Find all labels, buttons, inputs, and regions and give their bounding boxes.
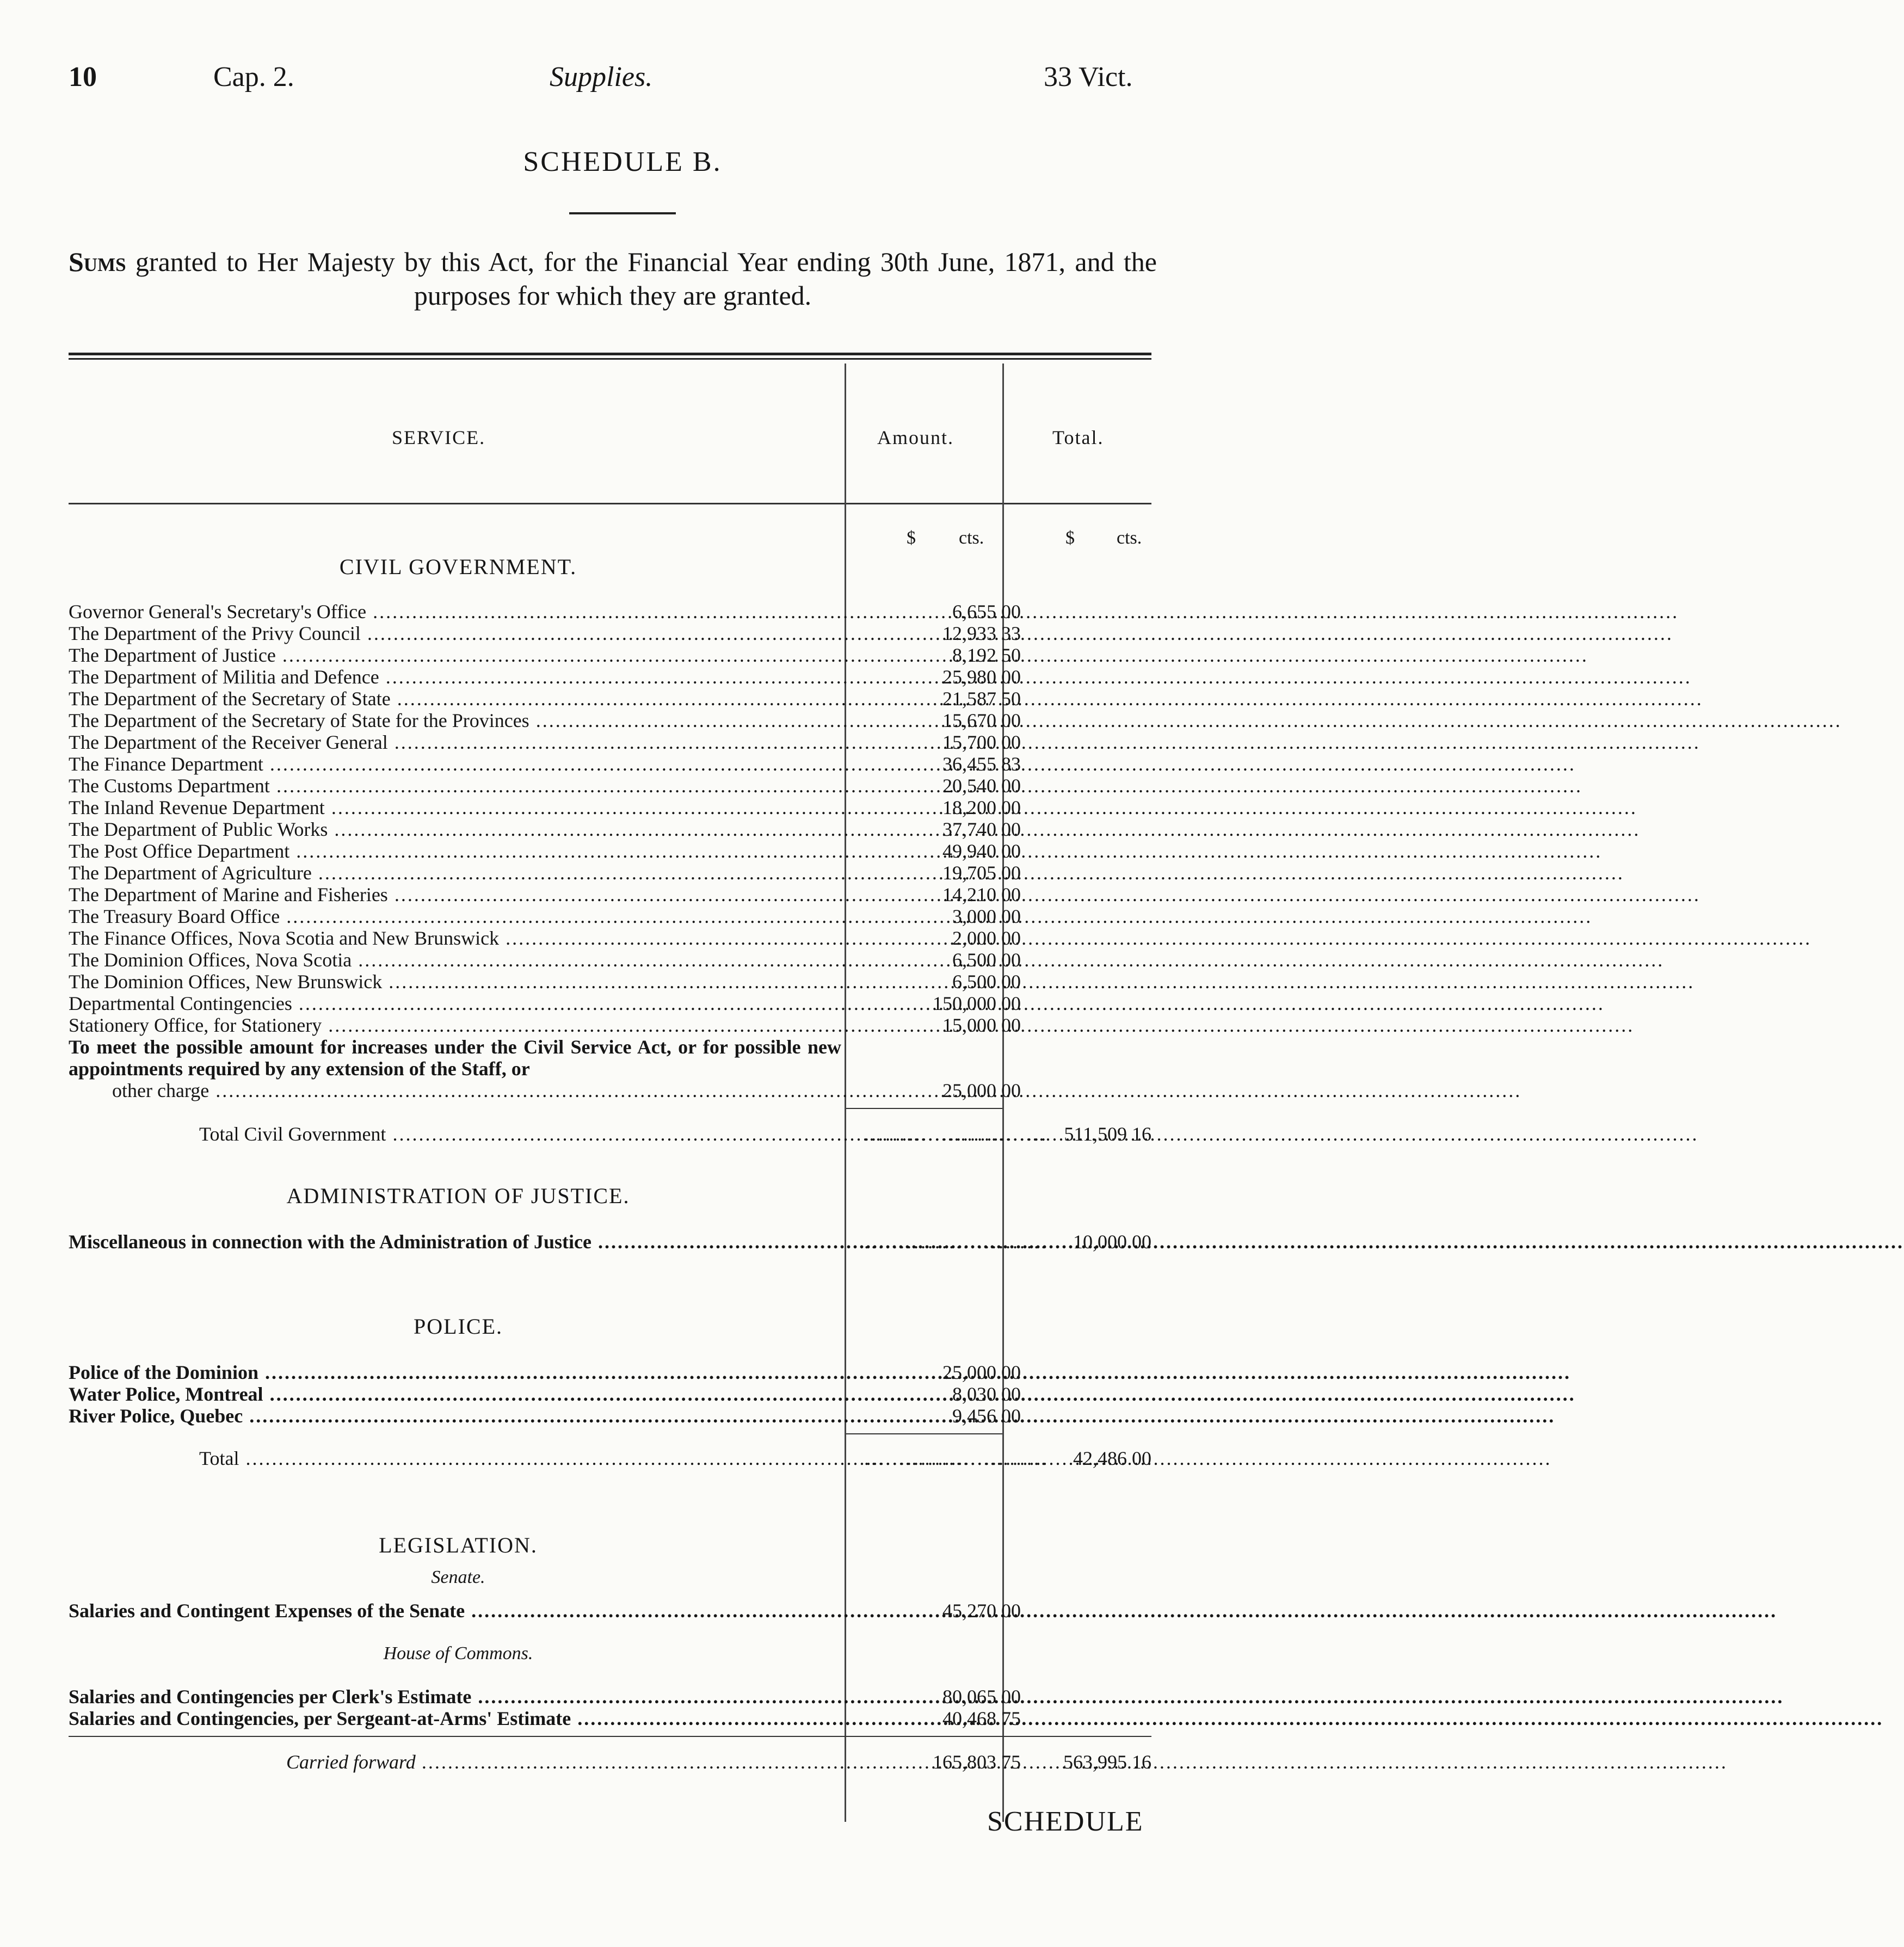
- row-label: other charge .....: [69, 1080, 885, 1101]
- table-row: [69, 710, 1151, 731]
- amount-cents-unit: cts.: [959, 528, 984, 548]
- table-row: [69, 949, 1151, 971]
- increase-provision-text: To meet the possible amount for increases under the Civil Service Act, or for possible new appointments required by any extension of the Staff, or: [69, 1036, 841, 1080]
- amount-column-header: Amount.: [877, 427, 954, 448]
- row-amount: 45,270 00: [942, 1600, 1021, 1622]
- table-row: [69, 862, 1151, 884]
- row-label: Salaries and Contingencies per Clerk's Estimate .....: [69, 1686, 841, 1708]
- intro-text: granted to Her Majesty by this Act, for the Financial Year ending 30th June, 1871, and the purposes for which they are granted.: [126, 247, 1157, 311]
- table-row: [69, 971, 1151, 993]
- row-amount: 6,500 00: [952, 949, 1021, 971]
- row-label: River Police, Quebec .....: [69, 1405, 841, 1427]
- table-row: [69, 1080, 1151, 1101]
- row-amount: 37,740 00: [942, 818, 1021, 840]
- row-label: The Department of the Privy Council .....: [69, 623, 841, 644]
- catchword: SCHEDULE: [987, 1806, 1144, 1837]
- senate-subheading: Senate.: [431, 1567, 485, 1587]
- row-label: The Department of Militia and Defence .....: [69, 666, 841, 688]
- table-row: [69, 840, 1151, 862]
- civil-government-heading: CIVIL GOVERNMENT.: [339, 554, 577, 579]
- table-row: [69, 623, 1151, 644]
- row-label: Departmental Contingencies .....: [69, 993, 841, 1014]
- row-amount: 15,700 00: [942, 731, 1021, 753]
- table-row: [69, 1361, 1151, 1383]
- row-label: The Inland Revenue Department .....: [69, 797, 841, 818]
- row-label: Miscellaneous in connection with the Administration of Justice .....: [69, 1231, 841, 1253]
- row-label: The Customs Department .....: [69, 775, 841, 797]
- row-amount: 36,455 83: [942, 753, 1021, 775]
- running-title: Supplies.: [550, 61, 653, 93]
- service-column-header: SERVICE.: [392, 427, 486, 448]
- chapter-label: Cap. 2.: [213, 61, 294, 93]
- table-row: [69, 753, 1151, 775]
- row-amount: 150,000 00: [933, 993, 1021, 1014]
- page-number: 10: [69, 61, 97, 93]
- row-label: The Department of the Secretary of State .....: [69, 688, 841, 710]
- row-amount: 6,500 00: [952, 971, 1021, 993]
- row-label: The Department of Justice .....: [69, 644, 841, 666]
- legislation-heading: LEGISLATION.: [379, 1533, 538, 1557]
- header-rule-total: [1004, 503, 1151, 504]
- table-row: [69, 884, 1151, 905]
- row-label: The Dominion Offices, New Brunswick .....: [69, 971, 841, 993]
- row-amount: 14,210 00: [942, 884, 1021, 905]
- row-amount: 9,456 00: [952, 1405, 1021, 1427]
- row-amount: 21,587 50: [942, 688, 1021, 710]
- row-amount: 3,000 00: [952, 905, 1021, 927]
- row-amount: 20,540 00: [942, 775, 1021, 797]
- row-amount: 80,065 00: [942, 1686, 1021, 1708]
- schedule-intro: [69, 245, 1157, 312]
- row-label: Governor General's Secretary's Office .....: [69, 601, 841, 623]
- row-amount: 40,468 75: [942, 1708, 1021, 1729]
- carried-forward-rule: [69, 1736, 1151, 1737]
- carried-forward-total: 563,995 16: [1063, 1751, 1151, 1773]
- row-label: The Treasury Board Office .....: [69, 905, 841, 927]
- row-label: The Department of Public Works .....: [69, 818, 841, 840]
- carried-forward-amount: 165,803 75: [933, 1751, 1021, 1773]
- carried-forward-row: [69, 1751, 1151, 1773]
- total-dollar-unit: $: [1065, 528, 1075, 548]
- total-column-header: Total.: [1052, 427, 1104, 448]
- row-label: Salaries and Contingencies, per Sergeant-at-Arms' Estimate .....: [69, 1708, 841, 1729]
- row-amount: 8,192 50: [952, 644, 1021, 666]
- total-row: [69, 1447, 1151, 1469]
- row-label: The Department of the Receiver General .....: [69, 731, 841, 753]
- subtotal-rule: [846, 1433, 1002, 1434]
- header-rule-amount: [846, 503, 1002, 504]
- table-row: [69, 1686, 1151, 1708]
- total-row: [69, 1231, 1151, 1253]
- table-row: [69, 644, 1151, 666]
- title-rule: [569, 212, 676, 214]
- row-amount: 25,000 00: [942, 1361, 1021, 1383]
- row-label: Water Police, Montreal .....: [69, 1383, 841, 1405]
- row-amount: 6,655 00: [952, 601, 1021, 623]
- row-amount: 18,200 00: [942, 797, 1021, 818]
- table-row: [69, 1014, 1151, 1036]
- total-value: 511,509 16: [1064, 1123, 1151, 1145]
- row-label: Stationery Office, for Stationery .....: [69, 1014, 841, 1036]
- subtotal-rule: [846, 1108, 1002, 1109]
- total-label: Total .....: [69, 1447, 972, 1469]
- table-row: [69, 927, 1151, 949]
- total-row: [69, 1123, 1151, 1145]
- row-label: The Post Office Department .....: [69, 840, 841, 862]
- row-label: Salaries and Contingent Expenses of the Senate .....: [69, 1600, 841, 1622]
- header-rule-service: [69, 503, 845, 504]
- row-amount: 25,980 00: [942, 666, 1021, 688]
- row-amount: 19,705 00: [942, 862, 1021, 884]
- justice-heading: ADMINISTRATION OF JUSTICE.: [286, 1184, 630, 1208]
- table-row: [69, 993, 1151, 1014]
- table-row: [69, 731, 1151, 753]
- table-top-rule: [69, 353, 1151, 355]
- amount-leader-dots: ..........................: [864, 1447, 1048, 1469]
- table-row: [69, 1708, 1151, 1729]
- total-cents-unit: cts.: [1117, 528, 1142, 548]
- total-value: 10,000 00: [1073, 1231, 1151, 1253]
- table-row: [69, 1600, 1151, 1622]
- table-row: [69, 688, 1151, 710]
- row-amount: 49,940 00: [942, 840, 1021, 862]
- row-amount: 15,000 00: [942, 1014, 1021, 1036]
- police-heading: POLICE.: [414, 1314, 503, 1339]
- total-label: Total Civil Government .....: [69, 1123, 972, 1145]
- table-row: [69, 775, 1151, 797]
- commons-subheading: House of Commons.: [383, 1643, 533, 1663]
- total-value: 42,486 00: [1073, 1447, 1151, 1469]
- row-amount: 8,030 00: [952, 1383, 1021, 1405]
- schedule-title: SCHEDULE B.: [523, 146, 722, 177]
- row-label: The Finance Department .....: [69, 753, 841, 775]
- regnal-year: 33 Vict.: [1044, 61, 1133, 93]
- row-amount: 25,000 00: [942, 1080, 1021, 1101]
- table-row: [69, 818, 1151, 840]
- row-label: The Department of the Secretary of State for the Provinces .....: [69, 710, 841, 731]
- intro-lead: Sums: [69, 247, 126, 277]
- amount-leader-dots: ..........................: [864, 1231, 1048, 1253]
- table-row: [69, 797, 1151, 818]
- row-label: The Finance Offices, Nova Scotia and New Brunswick .....: [69, 927, 841, 949]
- row-label: The Department of Agriculture .....: [69, 862, 841, 884]
- row-label: Police of the Dominion .....: [69, 1361, 841, 1383]
- amount-leader-dots: ..........................: [864, 1123, 1048, 1145]
- row-amount: 12,933 33: [942, 623, 1021, 644]
- table-row: [69, 601, 1151, 623]
- row-amount: 15,670 00: [942, 710, 1021, 731]
- carried-forward-label: Carried forward .....: [69, 1751, 1059, 1773]
- row-amount: 2,000 00: [952, 927, 1021, 949]
- table-row: [69, 1405, 1151, 1427]
- row-label: The Dominion Offices, Nova Scotia .....: [69, 949, 841, 971]
- row-label: The Department of Marine and Fisheries .....: [69, 884, 841, 905]
- table-top-rule-inner: [69, 358, 1151, 360]
- table-row: [69, 666, 1151, 688]
- amount-dollar-unit: $: [907, 528, 916, 548]
- table-row: [69, 905, 1151, 927]
- table-row: [69, 1383, 1151, 1405]
